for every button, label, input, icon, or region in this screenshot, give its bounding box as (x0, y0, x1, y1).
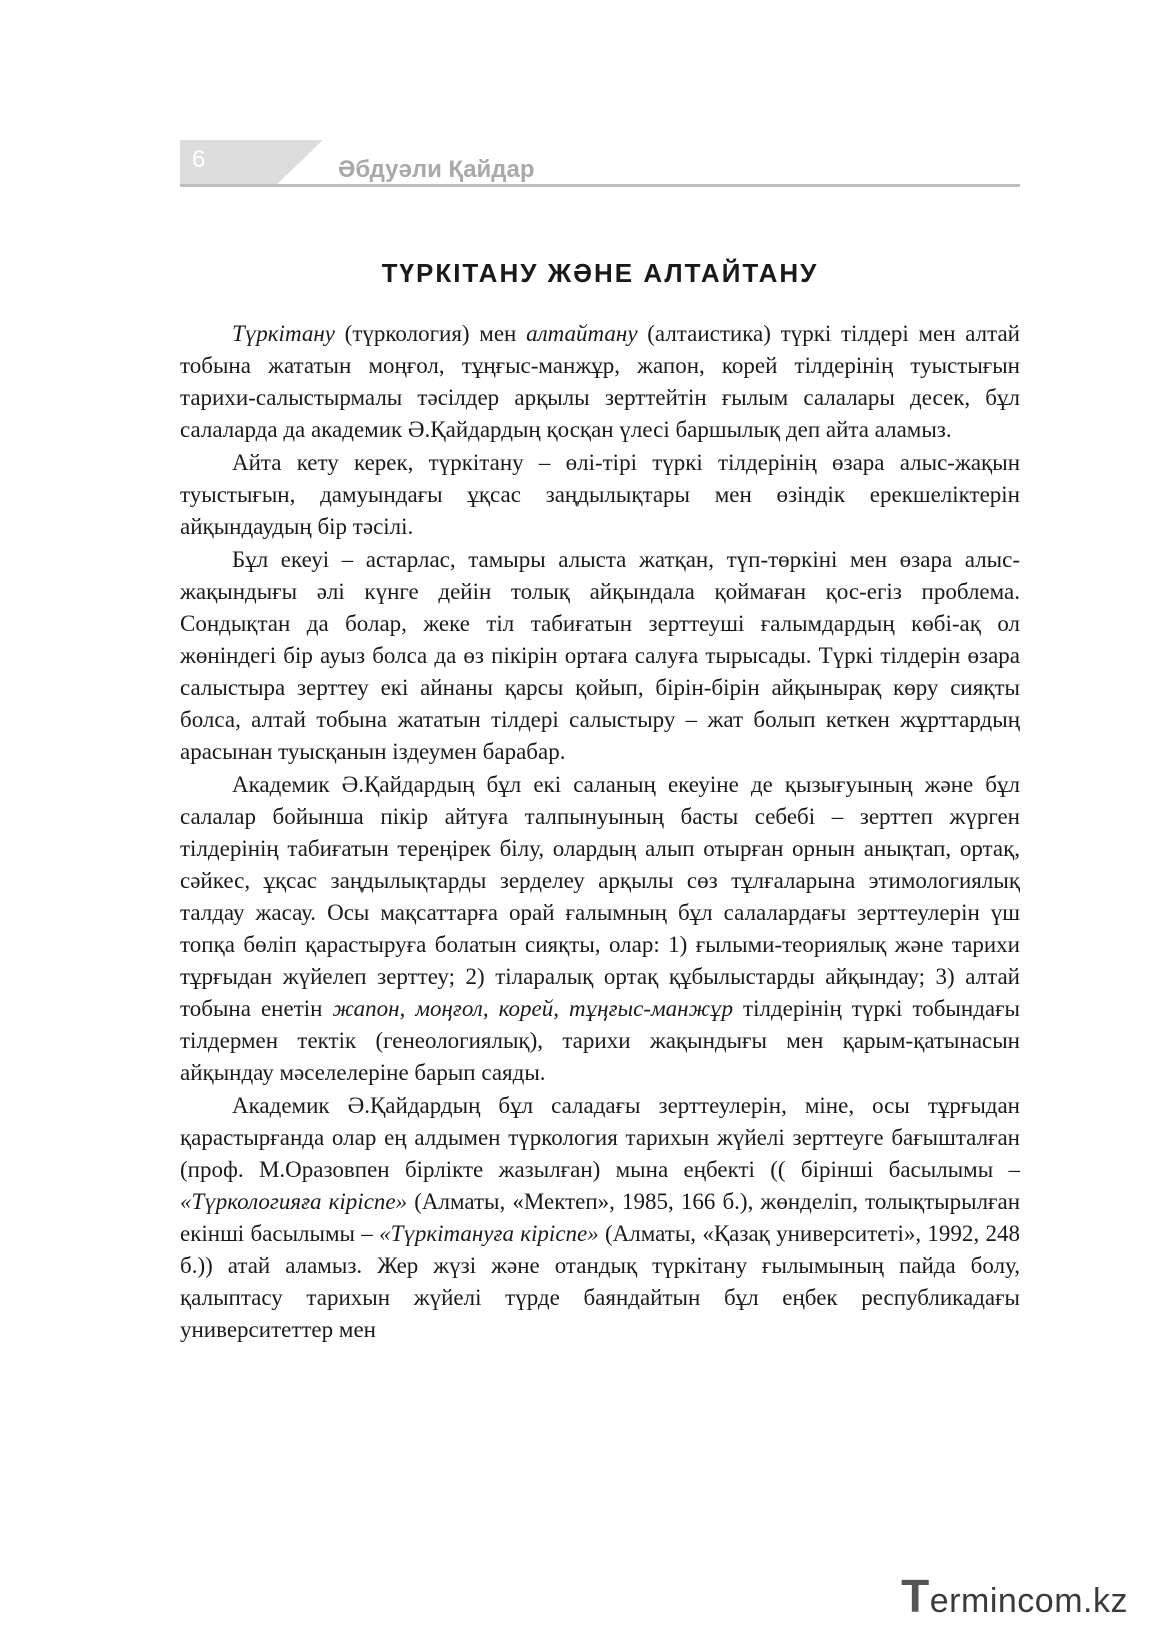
watermark-tail: m.kz (1054, 1582, 1128, 1620)
book-title-1: «Түркологияға кіріспе» (180, 1189, 408, 1214)
watermark-o: o (1034, 1582, 1055, 1620)
paragraph-text: (алтаистика) түркі тілдері мен алтай тобына жататын моңғол, тұңғыс-манжұр, жапон, корей тілдерінің туыстығын тарихи-салыстырмалы тәсілдер арқылы зерттейтін ғылым салалары десек, бұл салаларда да академик Ә.Қайдардың қосқан үлесі баршылық деп айта аламыз. (180, 321, 1020, 442)
paragraph-5 (180, 1090, 1020, 1346)
watermark-t: T (901, 1570, 930, 1622)
chapter-title: ТҮРКІТАНУ ЖӘНЕ АЛТАЙТАНУ (381, 258, 819, 288)
book-title-2: «Түркітануға кіріспе» (379, 1221, 599, 1246)
language-list: жапон, моңғол, корей, тұңғыс-манжұр (332, 996, 733, 1021)
body-text (180, 318, 1020, 1346)
page-header (180, 140, 1020, 190)
termincom-watermark-logo (901, 1569, 1128, 1623)
watermark-text: erminc (929, 1582, 1035, 1620)
paragraph-text: тілдерінің түркі тобындағы тілдермен тектік (генеологиялық), тарихи жақындығы мен қарым-қатынасын айқындау мәселелеріне барып саяды. (180, 996, 1020, 1085)
paragraph-text: Академик Ә.Қайдардың бұл екі саланың екеуіне де қызығуының және бұл салалар бойынша пікір айтуға талпынуының басты себебі – зерттеп жүрген тілдерінің табиғатын тереңірек білу, олардың алып отырған орнын анықтап, ортақ, сәйкес, ұқсас заңдылықтарды зерделеу арқылы сөз тұлғаларына этимологиялық талдау жасау. Осы мақсаттарға орай ғалымның бұл салалардағы зерттеулерін үш топқа бөліп қарастыруға болатын сияқты, олар: 1) ғылыми-теориялық және тарихи тұрғыдан жүйелеп зерттеу; 2) тіларалық ортақ құбылыстарды айқындау; 3) алтай тобына енетін (180, 772, 1020, 1021)
paragraph-3: Бұл екеуі – астарлас, тамыры алыста жатқан, түп-төркіні мен өзара алыс-жақындығы әлі күнге дейін толық айқындала қоймаған қос-егіз проблема. Сондықтан да болар, жеке тіл табиғатын зерттеуші ғалымдардың көбі-ақ ол жөніндегі бір ауыз болса да өз пікірін ортаға салуға тырысады. Түркі тілдерін өзара салыстыра зерттеу екі айнаны қарсы қойып, бірін-бірін айқынырақ көру сияқты болса, алтай тобына жататын тілдері салыстыру – жат болып кеткен жұрттардың арасынан туысқанын іздеумен барабар. (180, 547, 1020, 764)
paragraph-text: Академик Ә.Қайдардың бұл саладағы зерттеулерін, міне, осы тұрғыдан қарастырғанда олар ең алдымен түркология тарихын жүйелі зерттеуге бағышталған (проф. М.Оразовпен бірлікте жазылған) мына еңбекті (( бірінші басылымы – (180, 1093, 1020, 1182)
paragraph-4 (180, 769, 1020, 1089)
paragraph-1 (180, 318, 1020, 446)
page-number: 6 (192, 146, 206, 173)
paragraph-text: (түркология) мен (334, 321, 527, 346)
running-title: Әбдуәли Қайдар (338, 156, 535, 183)
page-tab-arrow (275, 140, 323, 186)
term-turkitanu: Түркітану (232, 321, 335, 346)
header-rule (180, 184, 1020, 187)
paragraph-text: (Алматы, «Қазақ университеті», 1992, 248 б.)) атай аламыз. Жер жүзі және отандық түркітану ғылымының пайда болу, қалыптасу тарихын жүйелі түрде баяндайтын бұл еңбек республикадағы университеттер мен (180, 1221, 1020, 1342)
page-number-tab (180, 140, 275, 186)
paragraph-text: (Алматы, «Мектеп», 1985, 166 б.), жөнделіп, толықтырылған екінші басылымы – (180, 1189, 1021, 1246)
paragraph-2: Айта кету керек, түркітану – өлі-тірі түркі тілдерінің өзара алыс-жақын туыстығын, дамуындағы ұқсас заңдылықтары мен өзіндік ерекшеліктерін айқындаудың бір тәсілі. (180, 450, 1020, 539)
term-altaitanu: алтайтану (526, 321, 638, 346)
